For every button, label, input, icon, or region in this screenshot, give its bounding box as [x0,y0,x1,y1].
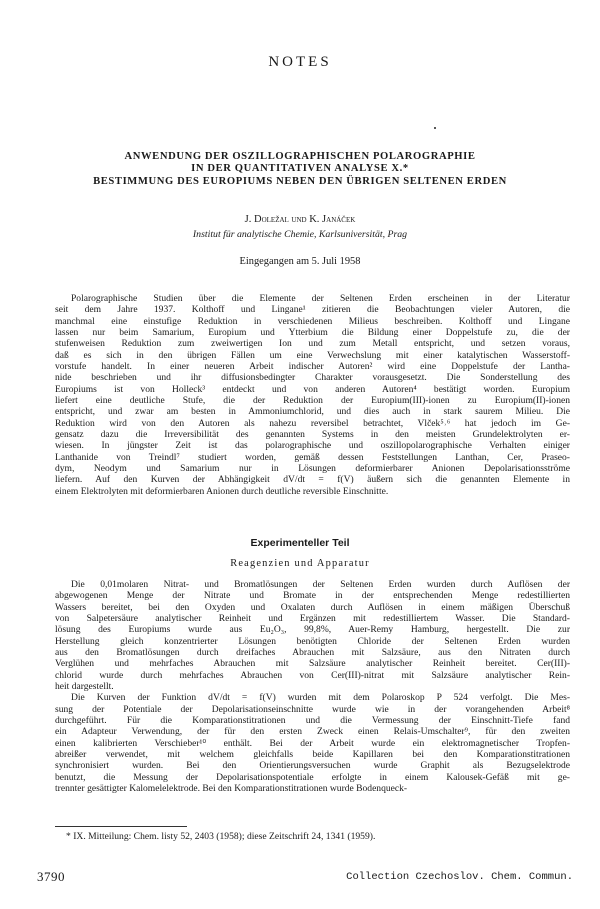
article-title [40,151,560,188]
text-line: wiesen. In jüngster Zeit ist das polarographische und oszillopolarographische Verhalten einiger [55,440,570,452]
text-line: nide beschrieben und ihr diffusionsbedingter Charakter vorausgesetzt. Die Sonderstellung des [55,372,570,384]
text-line: lösung des Europiums wurde aus Eu₂O₃, 99,8%, Auer-Remy Hamburg, hergestellt. Die zur [55,624,570,636]
intro-paragraph [55,293,570,497]
text-line: seit dem Jahre 1937. Kolthoff und Lingane¹ zitieren die Beobachtungen vieler Autoren, die [55,304,570,316]
footnote: * IX. Mitteilung: Chem. listy 52, 2403 (1958); diese Zeitschrift 24, 1341 (1959). [66,831,376,842]
section-heading: Experimenteller Teil [250,537,350,549]
apparatus-paragraph [55,692,570,794]
text-line: liefert eine deutliche Stufe, die der Reduktion der Europium(III)-ionen zu Europium(II)-ionen [55,394,570,406]
text-line: Reduktion wird von den Autoren als nahezu reversibel betrachtet, Vlček⁵˒⁶ hat jedoch im Ge- [55,417,570,429]
text-line: durchgeführt. Für die Komparationstitrationen und die Vermessung der Einschnitt-Tiefe fand [55,714,570,726]
text-line: entspricht, und zwar am besten in Ammoniumchlorid, und dies auch in stark saurem Milieu. Die [55,406,570,418]
title-line: IN DER QUANTITATIVEN ANALYSE X.* [191,163,409,175]
text-line: von Salpetersäure analytischer Reinheit und Ergänzen mit redestilliertem Wasser. Die Standard- [55,612,570,624]
affiliation: Institut für analytische Chemie, Karlsuniversität, Prag [192,229,408,240]
subsection-heading: Reagenzien und Apparatur [230,558,370,569]
text-line: lassen nur beim Samarium, Europium und Ytterbium die Bildung einer Doppelstufe zu, die der [55,326,570,338]
text-line: heit dargestellt. [55,680,114,692]
text-line: Polarographische Studien über die Elemente der Seltenen Erden erscheinen in der Literatur [71,293,570,304]
text-line: liefern. Auf den Kurven der Abhängigkeit dV/dt = f(V) äußern sich die genannten Elemente in [55,474,570,486]
text-line: vorstufe handelt. In einer neueren Arbeit indischer Autoren² wird eine Doppelstufe der Lantha- [55,360,570,372]
text-line: gensatz dazu die Irreversibilität des genannten Systems in den meisten Grundelektrolyten er- [55,428,570,440]
text-line: sung der Potentiale der Depolarisationseinschnitte wurde wie in der vorangehenden Arbeit⁸ [55,703,570,715]
text-line: stufenweisen Reduktion zum zweiwertigen Ion und zum Metall entspricht, und setzen voraus, [55,338,570,350]
section-label: NOTES [268,54,332,70]
text-line: trennter gesättigter Kalomelelektrode. Bei den Komparationstitrationen wurde Bodenqueck- [55,782,408,794]
text-line: einem Elektrolyten mit deformierbaren Anionen durch deutliche reversible Einschnitte. [55,485,389,497]
text-line: Europiums ist von Holleck³ entdeckt und von anderen Autoren⁴ bestätigt worden. Europium [55,383,570,395]
text-line: aus den Bromatlösungen durch dreifaches Abrauchen mit Salzsäure, aus den Nitraten durch [55,646,570,658]
text-line: benutzt, die Messung der Depolarisationspotentiale erfolgte in einem Kalousek-Gefäß mit ge- [55,771,570,783]
received-date: Eingegangen am 5. Juli 1958 [239,256,361,267]
text-line: Wassers bereitet, bei den Oxyden und Oxalaten durch Auflösen in einem mäßigen Überschuß [55,601,570,613]
decorative-dot [434,127,436,129]
title-line: ANWENDUNG DER OSZILLOGRAPHISCHEN POLAROGRAPHIE [124,151,476,162]
text-line: dym, Neodym und Samarium nur in Lösungen deformierbarer Anionen Depolarisationsströme [55,462,570,474]
text-line: daß es sich in den übrigen Fällen um eine Verwechslung mit einer katalytischen Wasserstoff- [55,349,570,361]
page-number: 3790 [37,869,65,884]
text-line: einen kalibrierten Verschieber¹⁰ enthält. Bei der Arbeit wurde ein elektromagnetischer Tropfen- [55,737,570,749]
text-line: abgewogenen Menge der Nitrate und Bromate in der entsprechenden Menge redestillierten [55,590,570,602]
reagents-paragraph [55,579,570,794]
text-line: manchmal eine einstufige Reduktion in verschiedenen Milieus beschreiben. Kolthoff und Lingane [55,315,570,327]
text-line: Herstellung gleich konzentrierter Lösungen benötigten Chloride der Seltenen Erden wurden [55,635,570,647]
text-line: ein Adapteur Verwendung, der für den ersten Zweck einen Relais-Umschalter⁹, für den zweiten [55,726,570,738]
text-line: synchronisiert wurden. Bei den Orientierungsversuchen wurde Graphit als Bezugselektrode [55,760,570,772]
authors: J. Doležal und K. Janáček [244,214,356,225]
text-line: chlorid wurde durch mehrfaches Abrauchen von Cer(III)-nitrat mit Salzsäure analytischer Rein- [55,669,570,681]
footnote-rule [55,826,187,827]
text-line: Die Kurven der Funktion dV/dt = f(V) wurden mit dem Polaroskop P 524 verfolgt. Die Mes- [71,692,570,704]
text-line: Verglühen und mehrfaches Abrauchen mit Salzsäure analytischer Reinheit bereitet. Cer(III)- [55,658,570,670]
text-line: Die 0,01molaren Nitrat- und Bromatlösungen der Seltenen Erden wurden durch Auflösen der [71,579,570,590]
journal-name: Collection Czechoslov. Chem. Commun. [346,871,573,883]
text-line: Lanthanide von Treindl⁷ studiert worden, gemäß dessen Feststellungen Lanthan, Cer, Praseo- [55,451,570,463]
title-line: BESTIMMUNG DES EUROPIUMS NEBEN DEN ÜBRIGEN SELTENEN ERDEN [93,175,507,187]
text-line: abreißer verwendet, mit welchem gleichfalls beide Kapillaren bei den Komparationstitrationen [55,748,570,760]
